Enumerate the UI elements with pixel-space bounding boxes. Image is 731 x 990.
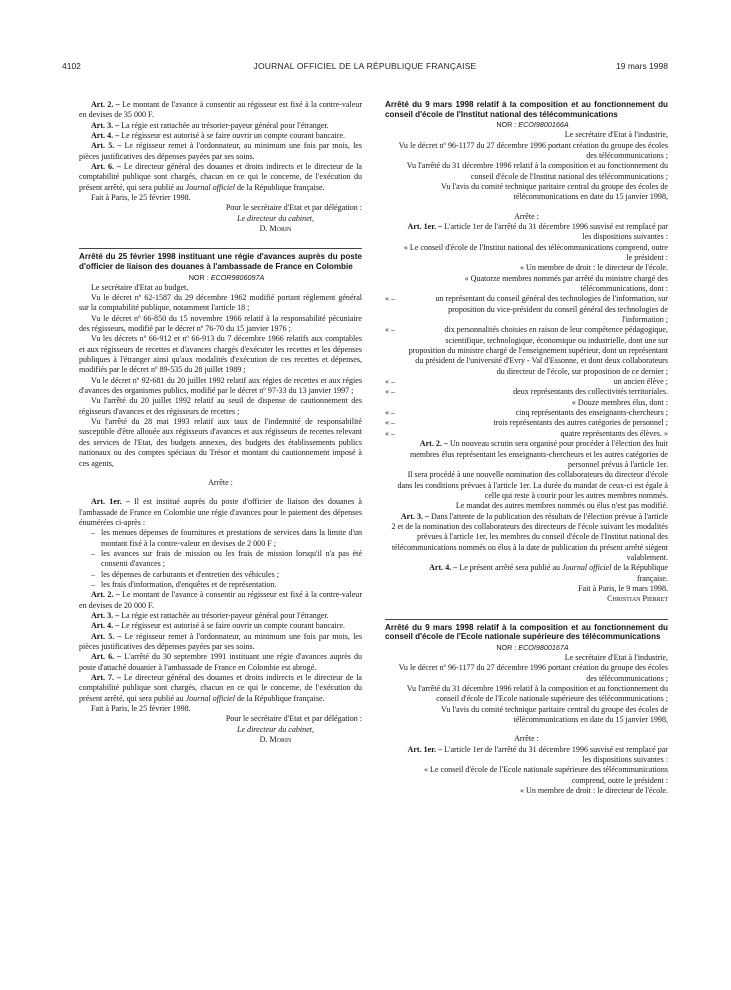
- paragraph: Le secrétaire d'Etat à l'industrie,: [564, 130, 668, 140]
- list-item: – les dépenses de carburants et d'entretien des véhicules ;: [91, 569, 279, 579]
- divider: [385, 619, 668, 620]
- article: Art. 2. – Un nouveau scrutin sera organisé pour procéder à l'élection des huit membres élus représentant les enseignants-chercheurs et les autres catégories de personnel prévus à l'article 1er.: [409, 439, 668, 469]
- article: Art. 3. – La régie est rattachée au trésorier-payeur général pour l'étranger.: [91, 610, 329, 620]
- article: Art. 1er. – L'article 1er de l'arrêté du 31 décembre 1996 susvisé est remplacé par les dispositions suivantes :: [407, 221, 668, 242]
- signatory: D. Morin: [259, 224, 292, 234]
- arrete-heading: Arrête :: [514, 211, 539, 221]
- paragraph: Vu le décret nº 92-681 du 20 juillet 1992 relatif aux régies de recettes et aux régies d'avances des organismes publics, modifié par le décret nº 97-33 du 13 janvier 1997 ;: [79, 375, 362, 396]
- nor-reference: NOR : ECOR9806097A: [188, 272, 265, 282]
- paragraph: Vu l'avis du comité technique paritaire central du groupe des écoles de télécommunications en date du 15 janvier 1998,: [441, 181, 668, 202]
- list-item: « – deux représentants des collectivités territoriales.: [385, 387, 668, 397]
- list-item: – les frais d'information, d'enquêtes et de représentation.: [91, 579, 277, 589]
- signature-line: Pour le secrétaire d'Etat et par délégation :: [225, 203, 362, 213]
- paragraph: Vu l'arrêté du 31 décembre 1996 relatif à la composition et au fonctionnement du conseil d'école de l'Institut national des télécommunications ;: [406, 161, 668, 181]
- article: Art. 6. – Le directeur général des douanes et droits indirects et le directeur de la comptabilité publique sont chargés, chacun en ce qui le concerne, de l'exécution du présent arrêté, qui sera publié au Journal officiel de la République française.: [79, 162, 362, 192]
- article: Art. 5. – Le régisseur remet à l'ordonnateur, au minimum une fois par mois, les pièces justificatives des dépenses payées par ses soins.: [79, 141, 362, 161]
- list-item: – les avances sur frais de mission ou les frais de mission lorsqu'il n'a pas été consenti d'avances ;: [91, 548, 362, 569]
- article: Art. 5. – Le régisseur remet à l'ordonnateur, au minimum une fois par mois, les pièces justificatives des dépenses payées par ses soins.: [79, 631, 362, 651]
- paragraph: Vu l'avis du comité technique paritaire central du groupe des écoles de télécommunications en date du 15 janvier 1998,: [441, 704, 668, 724]
- article: Art. 2. – Le montant de l'avance à consentir au régisseur est fixé à la contre-valeur en devises de 35 000 F.: [79, 100, 362, 120]
- article: Art. 2. – Le montant de l'avance à consentir au régisseur est fixé à la contre-valeur en devises de 20 000 F.: [79, 590, 362, 610]
- issue-date: 19 mars 1998: [616, 61, 668, 71]
- paragraph: Vu le décret nº 96-1177 du 27 décembre 1996 portant création du groupe des écoles des télécommunications ;: [398, 140, 668, 160]
- list-item: « – cinq représentants des enseignants-chercheurs ;: [385, 408, 668, 418]
- paragraph: Le secrétaire d'Etat à l'industrie,: [564, 652, 668, 662]
- quote-paragraph: « Quatorze membres nommés par arrêté du ministre chargé des télécommunications, dont :: [464, 273, 668, 293]
- article: Art. 3. – Dans l'attente de la publication des résultats de l'élection prévue à l'article 2 et de la nomination des collaborateurs des directeurs de l'école suivant les modalités prévues à l'article 1er, les membres du conseil d'école de l'Institut national des télécommunications nommés ou élus à la date de publication du présent arrêté siègent valablement.: [391, 511, 668, 562]
- signing-place-date: Fait à Paris, le 9 mars 1998.: [578, 583, 668, 593]
- decree-title: Arrêté du 25 février 1998 instituant une régie d'avances auprès du poste d'officier de liaison des douanes à l'ambassade de France en Colombie: [79, 252, 362, 272]
- quote-paragraph: « Le conseil d'école de l'Institut national des télécommunications comprend, outre le président :: [403, 242, 668, 262]
- list-item: « – trois représentants des autres catégories de personnel ;: [385, 418, 668, 428]
- article: Art. 4. – Le régisseur est autorisé à se faire ouvrir un compte courant bancaire.: [91, 131, 346, 141]
- signature-role: Le directeur du cabinet,: [236, 213, 315, 223]
- list-item: – les menues dépenses de fournitures et prestations de services dans la limite d'un montant fixé à la contre-valeur en devises de 2 000 F ;: [91, 528, 362, 548]
- journal-title: JOURNAL OFFICIEL DE LA RÉPUBLIQUE FRANÇAISE: [253, 61, 477, 71]
- article: Art. 7. – Le directeur général des douanes et droits indirects et le directeur de la comptabilité publique sont chargés, chacun en ce qui le concerne, de l'exécution du présent arrêté, qui sera publié au Journal officiel de la République française.: [79, 673, 362, 703]
- article: Art. 3. – La régie est rattachée au trésorier-payeur général pour l'étranger.: [91, 120, 329, 130]
- list-item: « – un représentant du conseil général des technologies de l'information, sur proposition du vice-président du conseil général des technologies de l'information ;: [385, 294, 668, 325]
- signature-line: Pour le secrétaire d'Etat et par délégation :: [225, 714, 362, 724]
- page-header: [62, 58, 668, 74]
- paragraph: Le secrétaire d'Etat au budget,: [91, 282, 189, 292]
- article: Art. 1er. – L'article 1er de l'arrêté du 31 décembre 1996 susvisé est remplacé par les dispositions suivantes :: [407, 744, 668, 764]
- list-item: « – un ancien élève ;: [385, 377, 668, 387]
- list-item: « – quatre représentants des élèves. »: [385, 428, 668, 438]
- paragraph: Vu le décret nº 62-1587 du 29 décembre 1962 modifié portant règlement général sur la comptabilité publique, notamment l'article 18 ;: [79, 293, 362, 313]
- article: Art. 4. – Le présent arrêté sera publié au Journal officiel de la République française.: [429, 563, 668, 583]
- decree-title: Arrêté du 9 mars 1998 relatif à la composition et au fonctionnement du conseil d'école de l'Institut national des télécommunications: [385, 100, 668, 119]
- paragraph: Le mandat des autres membres nommés ou élus n'est pas modifié.: [455, 501, 668, 511]
- nor-reference: NOR : ECOI9800166A: [496, 120, 569, 130]
- signing-place-date: Fait à Paris, le 25 février 1998.: [91, 704, 191, 714]
- paragraph: Vu l'arrêté du 31 décembre 1996 relatif à la composition et au fonctionnement du conseil d'école de l'Ecole nationale supérieure des télécommunications ;: [406, 683, 668, 704]
- nor-reference: NOR : ECOI9800167A: [496, 642, 569, 652]
- divider: [79, 248, 362, 249]
- paragraph: Vu le décret nº 96-1177 du 27 décembre 1996 portant création du groupe des écoles des télécommunications ;: [398, 663, 668, 683]
- paragraph: Il sera procédé à une nouvelle nomination des collaborateurs du directeur d'école dans les conditions prévues à l'article 1er. La durée du mandat de ceux-ci est égale à celle qui reste à courir pour les autres membres nommés.: [397, 470, 668, 500]
- signatory: D. Morin: [259, 735, 292, 745]
- paragraph: Vu l'arrêté du 28 mai 1993 relatif aux taux de l'indemnité de responsabilité susceptible d'être allouée aux régisseurs d'avances et aux régisseurs de recettes relevant des services de l'Etat, des budgets annexes, des budgets des établissements publics nationaux ou des comptes spéciaux du Trésor et montant du cautionnement imposé à ces agents,: [79, 417, 362, 468]
- list-item: « – dix personnalités choisies en raison de leur compétence pédagogique, scientifique, technologique, économique ou industrielle, dont une sur proposition du ministre chargé de l'enseignement supérieur, dont un représentant du président de l'université d'Evry - Val d'Essonne, et dont deux collaborateurs du directeur de l'école, sur proposition de ce dernier ;: [385, 325, 668, 376]
- arrete-heading: Arrête :: [514, 734, 539, 744]
- quote-paragraph: « Douze membres élus, dont :: [571, 397, 668, 407]
- arrete-heading: Arrête :: [208, 477, 233, 487]
- signature-role: Le directeur du cabinet,: [236, 724, 315, 734]
- paragraph: Vu l'arrêté du 20 juillet 1992 relatif au seuil de dispense de cautionnement des régisseurs d'avances et des régisseurs de recettes ;: [79, 396, 362, 416]
- quote-paragraph: « Un membre de droit : le directeur de l'école.: [519, 263, 668, 273]
- paragraph: Vu les décrets nº 66-912 et nº 66-913 du 7 décembre 1966 relatifs aux comptables et aux régisseurs de recettes et d'avances chargés d'exécuter les recettes et les dépenses publiques à l'étranger ainsi qu'aux modalités d'exécution de ces recettes et dépenses, modifiés par le décret nº 89-535 du 28 juillet 1989 ;: [79, 334, 362, 375]
- left-column: [79, 100, 362, 988]
- quote-paragraph: « Le conseil d'école de l'Ecole nationale supérieure des télécommunications comprend, outre le président :: [424, 765, 668, 785]
- article: Art. 6. – L'arrêté du 30 septembre 1991 instituant une régie d'avances auprès du poste d'attaché douanier à l'ambassade de France en Colombie est abrogé.: [79, 652, 362, 672]
- decree-title: Arrêté du 9 mars 1998 relatif à la composition et au fonctionnement du conseil d'école de l'Ecole nationale supérieure des télécommunications: [385, 622, 668, 642]
- right-column: [385, 100, 668, 988]
- article: Art. 1er. – Il est institué auprès du poste d'officier de liaison des douanes à l'ambassade de France en Colombie une régie d'avances pour le paiement des dépenses énumérées ci-après :: [79, 497, 362, 527]
- paragraph: Vu le décret nº 66-850 du 15 novembre 1966 relatif à la responsabilité pécuniaire des régisseurs, modifié par le décret nº 76-70 du 15 janvier 1976 ;: [79, 313, 362, 334]
- signatory: Christian Pierret: [607, 594, 668, 604]
- article: Art. 4. – Le régisseur est autorisé à se faire ouvrir un compte courant bancaire.: [91, 621, 346, 631]
- quote-paragraph: « Un membre de droit : le directeur de l'école.: [519, 785, 668, 795]
- page-number: 4102: [62, 61, 81, 71]
- signing-place-date: Fait à Paris, le 25 février 1998.: [91, 193, 191, 203]
